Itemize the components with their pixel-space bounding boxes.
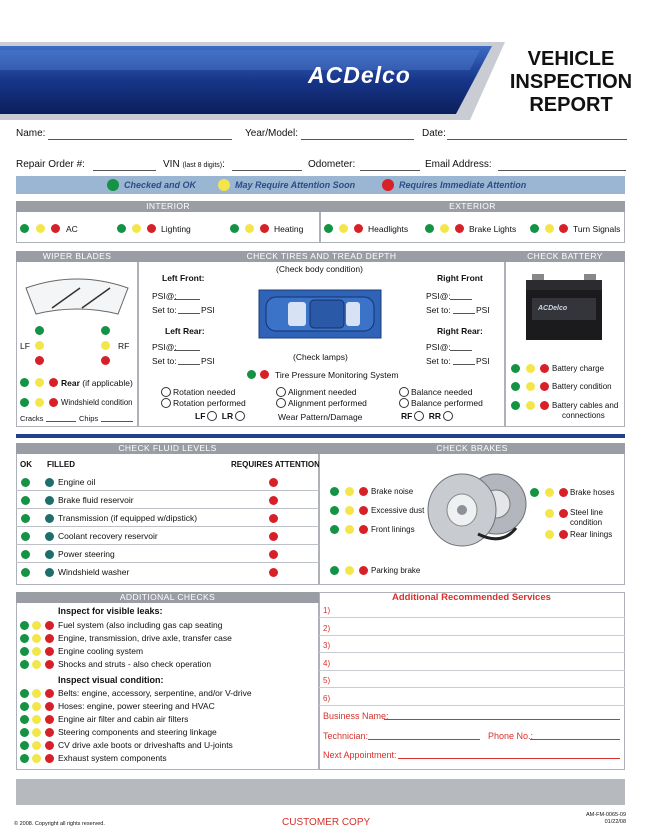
battery-cables-may[interactable] xyxy=(526,401,535,410)
visual-req-dot[interactable] xyxy=(45,689,54,698)
brake-rotor-icon xyxy=(418,458,528,556)
battery-condition-req[interactable] xyxy=(540,382,549,391)
fluid-requires-col: REQUIRES ATTENTION xyxy=(231,460,320,469)
steel-line-req[interactable] xyxy=(559,509,568,518)
visual-req-dot[interactable] xyxy=(45,754,54,763)
rear-wiper-ok[interactable] xyxy=(20,378,29,387)
lf-set-label: Set to: xyxy=(152,305,177,315)
next-appt-field[interactable] xyxy=(398,758,620,759)
visual-item-label: Belts: engine, accessory, serpentine, and/or V-drive xyxy=(58,688,252,698)
ac-may[interactable] xyxy=(36,224,45,233)
alignment-performed[interactable]: Alignment performed xyxy=(276,398,367,408)
lighting-label: Lighting xyxy=(161,224,191,234)
legend-may: May Require Attention Soon xyxy=(235,180,356,190)
windshield-ok[interactable] xyxy=(20,398,29,407)
lf-radio[interactable] xyxy=(207,411,217,421)
brake-lights-ok[interactable] xyxy=(425,224,434,233)
heating-may[interactable] xyxy=(245,224,254,233)
front-linings-label: Front linings xyxy=(371,525,415,534)
vin-label: VIN (last 8 digits): xyxy=(163,159,225,170)
visual-ok-dot[interactable] xyxy=(20,689,29,698)
battery-header: CHECK BATTERY xyxy=(505,251,625,262)
lf-psi-field[interactable] xyxy=(174,299,200,300)
fluid-filled-dot[interactable] xyxy=(45,478,54,487)
battery-cables-label: Battery cables and connections xyxy=(552,401,619,420)
recommended-line[interactable] xyxy=(319,652,625,653)
front-linings-may[interactable] xyxy=(345,525,354,534)
alignment-needed-radio[interactable] xyxy=(276,387,286,397)
brake-hoses-label: Brake hoses xyxy=(570,488,615,497)
brake-lights-req[interactable] xyxy=(455,224,464,233)
recommended-line[interactable] xyxy=(319,705,625,706)
brake-hoses-may[interactable] xyxy=(545,488,554,497)
rotation-needed-radio[interactable] xyxy=(161,387,171,397)
leak-ok-dot[interactable] xyxy=(20,647,29,656)
fluid-row-divider xyxy=(16,544,319,545)
wiper-header: WIPER BLADES xyxy=(16,251,138,262)
fluid-requires-dot[interactable] xyxy=(269,478,278,487)
form-number: AM-FM-0065-09 01/22/08 xyxy=(586,812,627,825)
visual-item-label: Steering components and steering linkage xyxy=(58,727,217,737)
rr-psi-unit: PSI xyxy=(476,356,490,366)
balance-needed-radio[interactable] xyxy=(399,387,409,397)
lf-wiper-ok[interactable] xyxy=(35,326,44,335)
leak-item-label: Fuel system (also including gas cap seating xyxy=(58,620,223,630)
copyright: © 2008. Copyright all rights reserved. xyxy=(14,821,105,827)
fluid-requires-dot[interactable] xyxy=(269,514,278,523)
recommended-line[interactable] xyxy=(319,687,625,688)
recommended-number: 5) xyxy=(323,676,331,685)
wear-label: Wear Pattern/Damage xyxy=(278,412,363,422)
lighting-may[interactable] xyxy=(132,224,141,233)
recommended-number: 4) xyxy=(323,658,331,668)
leaks-title: Inspect for visible leaks: xyxy=(58,606,163,616)
fluid-filled-dot[interactable] xyxy=(45,496,54,505)
fluid-row-divider xyxy=(16,526,319,527)
battery-charge-label: Battery charge xyxy=(552,364,605,373)
battery-icon xyxy=(524,270,604,342)
brake-lights-may[interactable] xyxy=(440,224,449,233)
brake-noise-req[interactable] xyxy=(359,487,368,496)
interior-header: INTERIOR xyxy=(16,201,320,212)
left-front-label: Left Front: xyxy=(162,273,205,283)
balance-performed-radio[interactable] xyxy=(399,398,409,408)
fluid-requires-dot[interactable] xyxy=(269,496,278,505)
business-field[interactable] xyxy=(384,719,620,720)
headlights-label: Headlights xyxy=(368,224,409,234)
fluid-filled-dot[interactable] xyxy=(45,550,54,559)
battery-cables-ok[interactable] xyxy=(511,401,520,410)
lighting-req[interactable] xyxy=(147,224,156,233)
ac-label: AC xyxy=(66,224,78,234)
visual-may-dot[interactable] xyxy=(32,754,41,763)
rotation-needed[interactable]: Rotation needed xyxy=(161,387,235,397)
fluid-filled-dot[interactable] xyxy=(45,568,54,577)
excessive-dust-ok[interactable] xyxy=(330,506,339,515)
lf-set-field[interactable] xyxy=(178,313,200,314)
parking-brake-may[interactable] xyxy=(345,566,354,575)
fluid-item-label: Transmission (if equipped w/dipstick) xyxy=(58,513,198,523)
fluid-item-label: Coolant recovery reservoir xyxy=(58,531,158,541)
lr-set-field[interactable] xyxy=(178,364,200,365)
lr-radio[interactable] xyxy=(235,411,245,421)
fluid-requires-dot[interactable] xyxy=(269,532,278,541)
leak-item-label: Engine, transmission, drive axle, transfer case xyxy=(58,633,232,643)
fluid-filled-dot[interactable] xyxy=(45,532,54,541)
windshield-icon xyxy=(22,274,132,318)
fluid-ok-dot[interactable] xyxy=(21,478,30,487)
heating-req[interactable] xyxy=(260,224,269,233)
fluid-requires-dot[interactable] xyxy=(269,550,278,559)
turn-signals-label: Turn Signals xyxy=(573,224,621,234)
exterior-header: EXTERIOR xyxy=(320,201,625,212)
lf-wiper-req[interactable] xyxy=(35,356,44,365)
excessive-dust-req[interactable] xyxy=(359,506,368,515)
lf-psi-unit: PSI xyxy=(201,305,215,315)
visual-ok-dot[interactable] xyxy=(20,702,29,711)
date-field[interactable] xyxy=(447,139,627,140)
battery-charge-ok[interactable] xyxy=(511,364,520,373)
recommended-line[interactable] xyxy=(319,670,625,671)
rear-linings-req[interactable] xyxy=(559,530,568,539)
excessive-dust-label: Excessive dust xyxy=(371,506,425,515)
brake-noise-label: Brake noise xyxy=(371,487,414,496)
brake-hoses-req[interactable] xyxy=(559,488,568,497)
visual-item-label: Exhaust system components xyxy=(58,753,167,763)
turn-signals-req[interactable] xyxy=(559,224,568,233)
fluid-ok-dot[interactable] xyxy=(21,514,30,523)
visual-item-label: CV drive axle boots or driveshafts and U-joints xyxy=(58,740,233,750)
rf-wiper-ok[interactable] xyxy=(101,326,110,335)
svg-text:ACDelco: ACDelco xyxy=(538,305,568,312)
rotation-performed[interactable]: Rotation performed xyxy=(161,398,246,408)
rear-wiper-label: Rear (if applicable) xyxy=(61,378,133,388)
may-dot xyxy=(218,179,230,191)
cracks-field[interactable] xyxy=(46,421,76,422)
year-model-label: Year/Model: xyxy=(245,128,298,139)
balance-performed[interactable]: Balance performed xyxy=(399,398,483,408)
headlights-req[interactable] xyxy=(354,224,363,233)
fluid-filled-dot[interactable] xyxy=(45,514,54,523)
next-appt-label: Next Appointment: xyxy=(323,750,397,760)
alignment-performed-radio[interactable] xyxy=(276,398,286,408)
heating-label: Heating xyxy=(274,224,304,234)
windshield-may[interactable] xyxy=(35,398,44,407)
recommended-section xyxy=(319,592,625,770)
turn-signals-ok[interactable] xyxy=(530,224,539,233)
visual-ok-dot[interactable] xyxy=(20,715,29,724)
fluid-item-label: Engine oil xyxy=(58,477,96,487)
visual-ok-dot[interactable] xyxy=(20,741,29,750)
leak-ok-dot[interactable] xyxy=(20,660,29,669)
fluid-filled-col: FILLED xyxy=(47,460,75,469)
right-front-label: Right Front xyxy=(437,273,483,283)
visual-item-label: Hoses: engine, power steering and HVAC xyxy=(58,701,215,711)
phone-label: Phone No.: xyxy=(488,731,534,741)
excessive-dust-may[interactable] xyxy=(345,506,354,515)
visual-ok-dot[interactable] xyxy=(20,754,29,763)
tires-header: CHECK TIRES AND TREAD DEPTH xyxy=(138,251,505,262)
visual-req-dot[interactable] xyxy=(45,728,54,737)
brake-noise-ok[interactable] xyxy=(330,487,339,496)
fluid-item-label: Windshield washer xyxy=(58,567,130,577)
steel-line-label: Steel line condition xyxy=(570,508,603,527)
brake-lights-label: Brake Lights xyxy=(469,224,517,234)
front-linings-req[interactable] xyxy=(359,525,368,534)
business-label: Business Name: xyxy=(323,711,389,721)
right-rear-label: Right Rear: xyxy=(437,326,483,336)
brakes-header: CHECK BRAKES xyxy=(319,443,625,454)
leak-req-dot[interactable] xyxy=(45,660,54,669)
visual-may-dot[interactable] xyxy=(32,741,41,750)
leak-item-label: Engine cooling system xyxy=(58,646,144,656)
rr-psi-label: PSI@: xyxy=(426,342,451,352)
date-label: Date: xyxy=(422,128,446,139)
leak-ok-dot[interactable] xyxy=(20,621,29,630)
leak-may-dot[interactable] xyxy=(32,647,41,656)
lr-set-label: Set to: xyxy=(152,356,177,366)
legend-req: Requires Immediate Attention xyxy=(399,180,527,190)
rf-psi-unit: PSI xyxy=(476,305,490,315)
recommended-number: 3) xyxy=(323,641,331,650)
battery-cables-req[interactable] xyxy=(540,401,549,410)
rf-psi-field[interactable] xyxy=(450,299,472,300)
rear-linings-label: Rear linings xyxy=(570,530,613,539)
technician-field[interactable] xyxy=(368,739,480,740)
leak-item-label: Shocks and struts - also check operation xyxy=(58,659,212,669)
lr-psi-unit: PSI xyxy=(201,356,215,366)
car-topview-icon xyxy=(258,289,382,339)
rotation-performed-radio[interactable] xyxy=(161,398,171,408)
visual-may-dot[interactable] xyxy=(32,702,41,711)
battery-charge-may[interactable] xyxy=(526,364,535,373)
lighting-ok[interactable] xyxy=(117,224,126,233)
fluid-ok-dot[interactable] xyxy=(21,496,30,505)
steel-line-may[interactable] xyxy=(545,509,554,518)
blue-divider xyxy=(16,434,625,438)
lf-psi-label: PSI@: xyxy=(152,291,177,301)
visual-req-dot[interactable] xyxy=(45,702,54,711)
rear-wiper-may[interactable] xyxy=(35,378,44,387)
email-field[interactable] xyxy=(498,170,626,171)
battery-condition-ok[interactable] xyxy=(511,382,520,391)
rr-set-label: Set to: xyxy=(426,356,451,366)
front-linings-ok[interactable] xyxy=(330,525,339,534)
battery-condition-label: Battery condition xyxy=(552,382,612,391)
windshield-label: Windshield condition xyxy=(61,398,133,407)
visual-may-dot[interactable] xyxy=(32,728,41,737)
tires-sub: (Check body condition) xyxy=(276,264,363,274)
repair-order-label: Repair Order #: xyxy=(16,159,85,170)
balance-needed[interactable]: Balance needed xyxy=(399,387,472,397)
email-label: Email Address: xyxy=(425,159,492,170)
visual-may-dot[interactable] xyxy=(32,715,41,724)
ok-dot xyxy=(107,179,119,191)
name-label: Name: xyxy=(16,128,46,139)
leak-req-dot[interactable] xyxy=(45,647,54,656)
recommended-line[interactable] xyxy=(319,635,625,636)
fluid-ok-dot[interactable] xyxy=(21,532,30,541)
leak-may-dot[interactable] xyxy=(32,621,41,630)
balance-wheels: RF RR xyxy=(401,411,455,421)
rf-wiper-may[interactable] xyxy=(101,341,110,350)
ac-ok[interactable] xyxy=(20,224,29,233)
parking-brake-req[interactable] xyxy=(359,566,368,575)
windshield-req[interactable] xyxy=(49,398,58,407)
rf-set-label: Set to: xyxy=(426,305,451,315)
rr-radio[interactable] xyxy=(443,411,453,421)
ac-req[interactable] xyxy=(51,224,60,233)
leak-ok-dot[interactable] xyxy=(20,634,29,643)
visual-may-dot[interactable] xyxy=(32,689,41,698)
recommended-line[interactable] xyxy=(319,617,625,618)
battery-charge-req[interactable] xyxy=(540,364,549,373)
footer-bar xyxy=(16,779,625,805)
lr-psi-field[interactable] xyxy=(174,350,200,351)
heating-ok[interactable] xyxy=(230,224,239,233)
rr-psi-field[interactable] xyxy=(450,350,472,351)
recommended-number: 1) xyxy=(323,606,331,615)
fluids-header: CHECK FLUID LEVELS xyxy=(16,443,319,454)
chips-field[interactable] xyxy=(101,421,133,422)
rf-set-field[interactable] xyxy=(453,313,475,314)
headlights-ok[interactable] xyxy=(324,224,333,233)
phone-field[interactable] xyxy=(530,739,620,740)
tpms-ok[interactable] xyxy=(247,370,256,379)
alignment-needed[interactable]: Alignment needed xyxy=(276,387,357,397)
rf-wiper-req[interactable] xyxy=(101,356,110,365)
left-rear-label: Left Rear: xyxy=(165,326,205,336)
brake-hoses-ok[interactable] xyxy=(530,488,539,497)
visual-title: Inspect visual condition: xyxy=(58,675,164,685)
leak-may-dot[interactable] xyxy=(32,660,41,669)
leak-req-dot[interactable] xyxy=(45,621,54,630)
vin-field[interactable] xyxy=(232,170,302,171)
headlights-may[interactable] xyxy=(339,224,348,233)
fluid-item-label: Brake fluid reservoir xyxy=(58,495,134,505)
parking-brake-ok[interactable] xyxy=(330,566,339,575)
rf-psi-label: PSI@: xyxy=(426,291,451,301)
leak-req-dot[interactable] xyxy=(45,634,54,643)
rf-radio[interactable] xyxy=(414,411,424,421)
recommended-heading: Additional Recommended Services xyxy=(392,592,551,603)
year-model-field[interactable] xyxy=(301,139,414,140)
rear-wiper-req[interactable] xyxy=(49,378,58,387)
name-field[interactable] xyxy=(48,139,232,140)
fluid-row-divider xyxy=(16,508,319,509)
lf-wiper-may[interactable] xyxy=(35,341,44,350)
fluid-row-divider xyxy=(16,490,319,491)
legend-ok: Checked and OK xyxy=(124,180,197,190)
lf-wiper-label: LF xyxy=(20,341,30,351)
customer-copy: CUSTOMER COPY xyxy=(282,817,371,828)
leak-may-dot[interactable] xyxy=(32,634,41,643)
visual-item-label: Engine air filter and cabin air filters xyxy=(58,714,189,724)
fluid-row-divider xyxy=(16,562,319,563)
header-banner xyxy=(0,40,510,122)
repair-order-field[interactable] xyxy=(93,170,156,171)
rotation-wheels: LF LR xyxy=(195,411,247,421)
rr-set-field[interactable] xyxy=(453,364,475,365)
chips-label: Chips xyxy=(79,414,99,423)
cracks-label: Cracks xyxy=(20,414,44,423)
tpms-req[interactable] xyxy=(260,370,269,379)
rf-wiper-label: RF xyxy=(118,341,130,351)
brake-noise-may[interactable] xyxy=(345,487,354,496)
fluid-ok-dot[interactable] xyxy=(21,568,30,577)
fluid-requires-dot[interactable] xyxy=(269,568,278,577)
visual-req-dot[interactable] xyxy=(45,715,54,724)
req-dot xyxy=(382,179,394,191)
lr-psi-label: PSI@: xyxy=(152,342,177,352)
technician-label: Technician: xyxy=(323,731,369,741)
recommended-number: 2) xyxy=(323,623,331,633)
odometer-label: Odometer: xyxy=(308,159,356,170)
rear-linings-may[interactable] xyxy=(545,530,554,539)
visual-req-dot[interactable] xyxy=(45,741,54,750)
visual-ok-dot[interactable] xyxy=(20,728,29,737)
fluid-ok-col: OK xyxy=(20,460,32,469)
page-title: VEHICLE INSPECTION REPORT xyxy=(509,48,633,116)
battery-condition-may[interactable] xyxy=(526,382,535,391)
check-lamps-label: (Check lamps) xyxy=(293,352,348,362)
additional-header: ADDITIONAL CHECKS xyxy=(16,592,319,603)
odometer-field[interactable] xyxy=(360,170,420,171)
tpms-label: Tire Pressure Monitoring System xyxy=(275,370,399,380)
fluid-ok-dot[interactable] xyxy=(21,550,30,559)
brand-logo: ACDelco xyxy=(308,62,411,88)
fluid-item-label: Power steering xyxy=(58,549,115,559)
recommended-number: 6) xyxy=(323,693,331,703)
parking-brake-label: Parking brake xyxy=(371,566,421,575)
turn-signals-may[interactable] xyxy=(545,224,554,233)
